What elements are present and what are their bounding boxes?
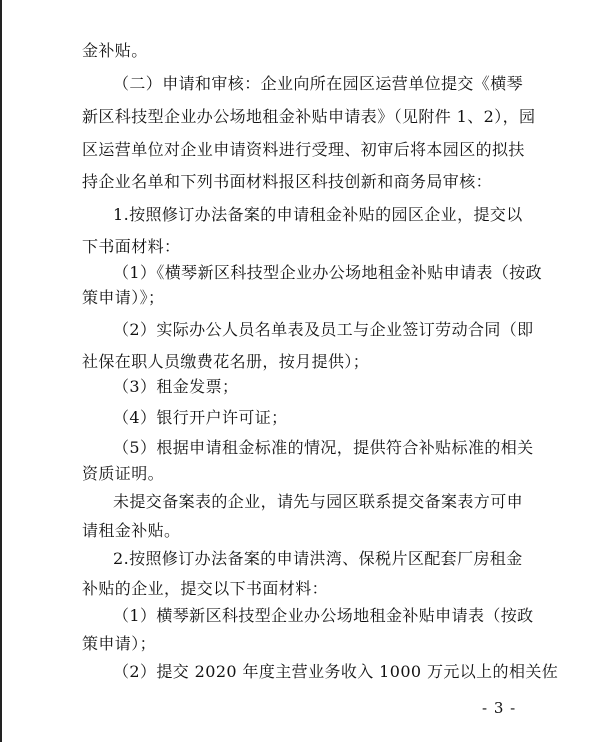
- text-line: （1）《横琴新区科技型企业办公场地租金补贴申请表（按政: [113, 263, 542, 282]
- text-line: （3）租金发票；: [113, 377, 239, 396]
- text-line: 2.按照修订办法备案的申请洪湾、保税片区配套厂房租金: [113, 549, 523, 568]
- page-number: - 3 -: [482, 699, 517, 717]
- text-line: 策申请）；: [82, 634, 157, 653]
- text-line: （4）银行开户许可证；: [113, 408, 288, 427]
- text-line: 1.按照修订办法备案的申请租金补贴的园区企业，提交以: [113, 205, 523, 224]
- text-line: 策申请）》；: [82, 288, 165, 307]
- text-line: 社保在职人员缴费花名册，按月提供）；: [82, 352, 370, 371]
- text-line: （5）根据申请租金标准的情况，提供符合补贴标准的相关: [113, 438, 534, 457]
- text-line: 资质证明。: [82, 464, 165, 483]
- text-line: （2）实际办公人员名单表及员工与企业签订劳动合同（即: [113, 320, 534, 339]
- text-line: （2）提交 2020 年度主营业务收入 1000 万元以上的相关佐: [113, 662, 559, 681]
- text-line: 新区科技型企业办公场地租金补贴申请表》（见附件 1、2），园: [82, 107, 536, 126]
- text-line: 补贴的企业，提交以下书面材料：: [82, 579, 329, 598]
- text-line: 区运营单位对企业申请资料进行受理、初审后将本园区的拟扶: [82, 140, 525, 159]
- text-line: （1）横琴新区科技型企业办公场地租金补贴申请表（按政: [113, 606, 534, 625]
- text-line: 未提交备案表的企业，请先与园区联系提交备案表方可申: [113, 492, 524, 511]
- text-line: 请租金补贴。: [82, 521, 181, 540]
- text-line: 持企业名单和下列书面材料报区科技创新和商务局审核：: [82, 172, 493, 191]
- text-line: 金补贴。: [82, 41, 148, 60]
- text-line: 下书面材料：: [82, 237, 181, 256]
- text-line: （二）申请和审核：企业向所在园区运营单位提交《横琴: [113, 74, 524, 93]
